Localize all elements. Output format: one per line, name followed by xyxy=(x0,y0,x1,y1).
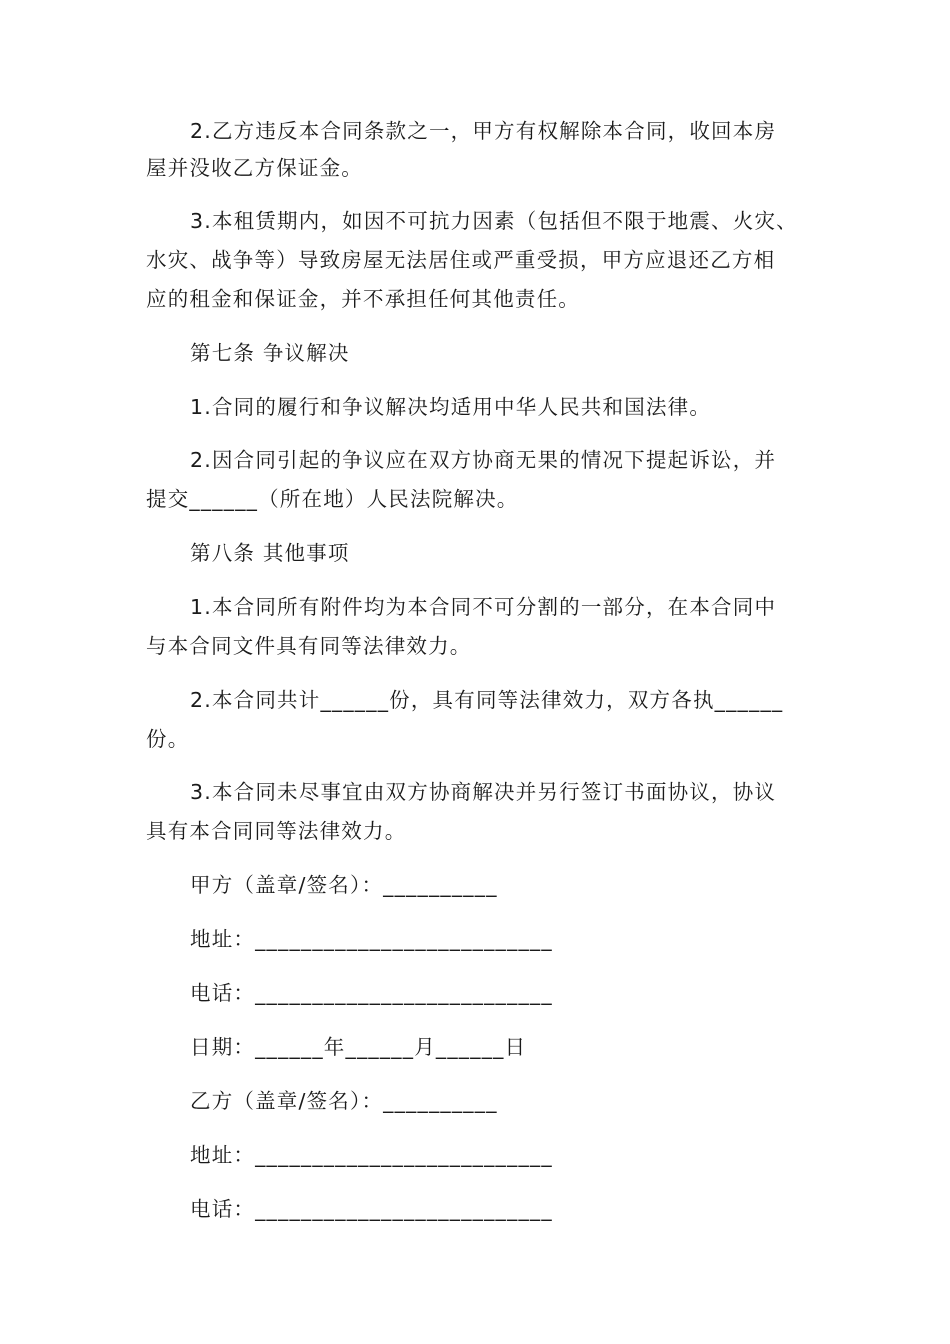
clause-8-1-line-2: 与本合同文件具有同等法律效力。 xyxy=(146,634,472,658)
clause-8-1-line-1: 1.本合同所有附件均为本合同不可分割的一部分，在本合同中 xyxy=(190,595,777,619)
clause-8-2-line-1: 2.本合同共计______份，具有同等法律效力，双方各执______ xyxy=(190,688,784,712)
clause-7-2-line-1: 2.因合同引起的争议应在双方协商无果的情况下提起诉讼，并 xyxy=(190,448,777,472)
article-8-heading: 第八条 其他事项 xyxy=(190,541,350,565)
clause-6-2-line-2: 屋并没收乙方保证金。 xyxy=(146,156,363,180)
party-a-signature: 甲方（盖章/签名）：__________ xyxy=(190,873,498,897)
party-b-phone: 电话：__________________________ xyxy=(190,1197,553,1221)
clause-6-2-line-1: 2.乙方违反本合同条款之一，甲方有权解除本合同，收回本房 xyxy=(190,119,777,143)
clause-7-2-line-2: 提交______（所在地）人民法院解决。 xyxy=(146,487,519,511)
clause-6-3-line-1: 3.本租赁期内，如因不可抗力因素（包括但不限于地震、火灾、 xyxy=(190,209,798,233)
clause-7-1: 1.合同的履行和争议解决均适用中华人民共和国法律。 xyxy=(190,395,712,419)
party-b-address: 地址：__________________________ xyxy=(190,1143,553,1167)
clause-8-2-line-2: 份。 xyxy=(146,727,190,751)
clause-6-3-line-3: 应的租金和保证金，并不承担任何其他责任。 xyxy=(146,287,580,311)
clause-8-3-line-2: 具有本合同同等法律效力。 xyxy=(146,819,407,843)
party-a-phone: 电话：__________________________ xyxy=(190,981,553,1005)
signing-date: 日期：______年______月______日 xyxy=(190,1035,527,1059)
party-b-signature: 乙方（盖章/签名）：__________ xyxy=(190,1089,498,1113)
article-7-heading: 第七条 争议解决 xyxy=(190,341,350,365)
clause-6-3-line-2: 水灾、战争等）导致房屋无法居住或严重受损，甲方应退还乙方相 xyxy=(146,248,776,272)
clause-8-3-line-1: 3.本合同未尽事宜由双方协商解决并另行签订书面协议，协议 xyxy=(190,780,777,804)
party-a-address: 地址：__________________________ xyxy=(190,927,553,951)
